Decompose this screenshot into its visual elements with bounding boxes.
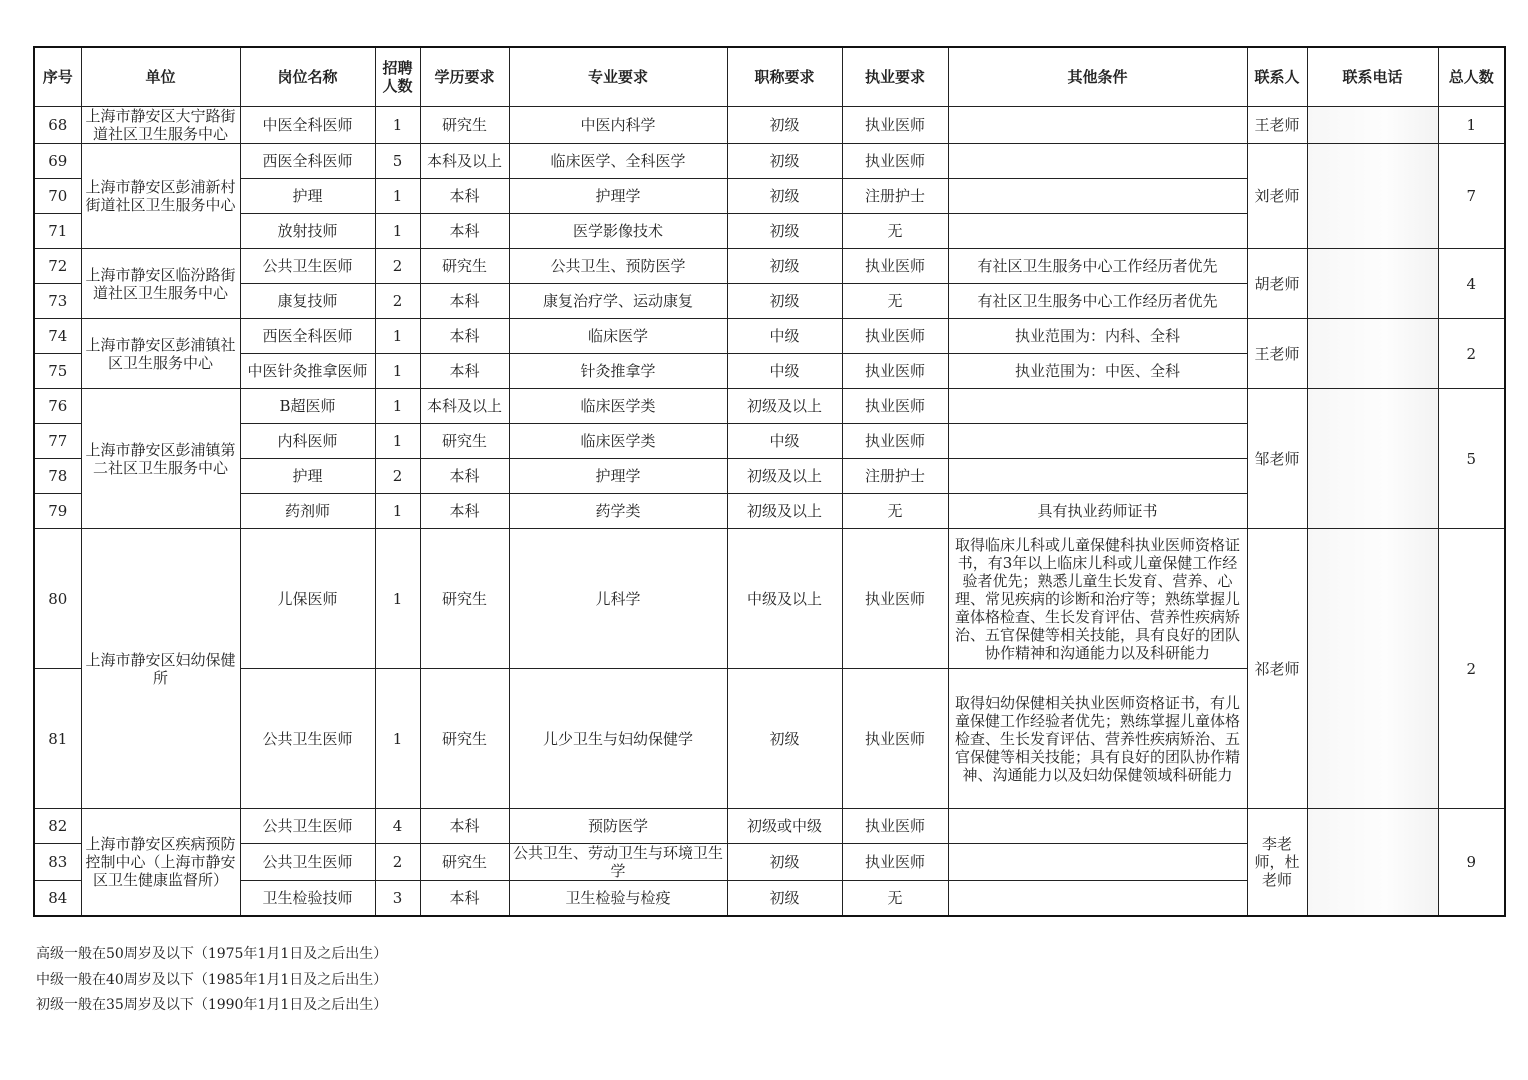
cell-title: 初级或中级 [727, 809, 842, 844]
cell-total: 9 [1438, 809, 1505, 917]
header-count: 招聘人数 [375, 47, 420, 107]
cell-post: 西医全科医师 [240, 144, 375, 179]
cell-no: 71 [34, 214, 81, 249]
cell-title: 初级 [727, 214, 842, 249]
cell-education: 研究生 [420, 529, 509, 669]
cell-education: 本科及以上 [420, 389, 509, 424]
cell-no: 79 [34, 494, 81, 529]
cell-license: 无 [842, 494, 948, 529]
table-row [34, 529, 1505, 669]
cell-post: 中医针灸推拿医师 [240, 354, 375, 389]
cell-license: 执业医师 [842, 669, 948, 809]
cell-count: 2 [375, 249, 420, 284]
cell-other [948, 107, 1247, 144]
table-row [34, 107, 1505, 144]
cell-post: 护理 [240, 459, 375, 494]
cell-education: 研究生 [420, 669, 509, 809]
cell-no: 81 [34, 669, 81, 809]
cell-major: 公共卫生、劳动卫生与环境卫生学 [509, 844, 727, 881]
cell-education: 本科 [420, 179, 509, 214]
table-row [34, 389, 1505, 424]
cell-title: 初级 [727, 284, 842, 319]
header-education: 学历要求 [420, 47, 509, 107]
cell-post: 药剂师 [240, 494, 375, 529]
cell-count: 2 [375, 459, 420, 494]
cell-license: 无 [842, 284, 948, 319]
cell-total: 7 [1438, 144, 1505, 249]
cell-count: 4 [375, 809, 420, 844]
cell-count: 1 [375, 424, 420, 459]
cell-count: 1 [375, 494, 420, 529]
cell-contact: 王老师 [1247, 319, 1307, 389]
cell-major: 临床医学类 [509, 389, 727, 424]
cell-major: 护理学 [509, 459, 727, 494]
cell-post: B超医师 [240, 389, 375, 424]
cell-major: 中医内科学 [509, 107, 727, 144]
cell-other: 有社区卫生服务中心工作经历者优先 [948, 284, 1247, 319]
cell-major: 临床医学类 [509, 424, 727, 459]
cell-license: 执业医师 [842, 354, 948, 389]
cell-post: 西医全科医师 [240, 319, 375, 354]
cell-title: 初级及以上 [727, 494, 842, 529]
header-other: 其他条件 [948, 47, 1247, 107]
header-no: 序号 [34, 47, 81, 107]
cell-title: 初级 [727, 669, 842, 809]
cell-count: 1 [375, 529, 420, 669]
cell-phone [1307, 144, 1438, 249]
header-contact: 联系人 [1247, 47, 1307, 107]
cell-total: 5 [1438, 389, 1505, 529]
cell-post: 护理 [240, 179, 375, 214]
cell-post: 儿保医师 [240, 529, 375, 669]
cell-contact: 祁老师 [1247, 529, 1307, 809]
cell-count: 2 [375, 284, 420, 319]
cell-education: 研究生 [420, 844, 509, 881]
cell-no: 84 [34, 881, 81, 917]
cell-no: 69 [34, 144, 81, 179]
cell-education: 研究生 [420, 107, 509, 144]
cell-major: 康复治疗学、运动康复 [509, 284, 727, 319]
cell-title: 初级 [727, 844, 842, 881]
cell-education: 本科及以上 [420, 144, 509, 179]
cell-license: 无 [842, 881, 948, 917]
cell-contact: 邹老师 [1247, 389, 1307, 529]
cell-other [948, 809, 1247, 844]
cell-phone [1307, 319, 1438, 389]
cell-count: 1 [375, 107, 420, 144]
cell-major: 预防医学 [509, 809, 727, 844]
cell-education: 本科 [420, 494, 509, 529]
cell-post: 康复技师 [240, 284, 375, 319]
cell-license: 执业医师 [842, 844, 948, 881]
cell-education: 本科 [420, 809, 509, 844]
note-senior: 高级一般在50周岁及以下（1975年1月1日及之后出生） [36, 946, 388, 962]
cell-unit: 上海市静安区妇幼保健所 [81, 529, 240, 809]
cell-count: 1 [375, 354, 420, 389]
cell-post: 公共卫生医师 [240, 844, 375, 881]
cell-title: 中级 [727, 319, 842, 354]
cell-no: 68 [34, 107, 81, 144]
cell-unit: 上海市静安区彭浦镇第二社区卫生服务中心 [81, 389, 240, 529]
age-notes [36, 942, 387, 1019]
cell-license: 执业医师 [842, 529, 948, 669]
cell-major: 临床医学 [509, 319, 727, 354]
cell-other: 具有执业药师证书 [948, 494, 1247, 529]
cell-no: 74 [34, 319, 81, 354]
cell-other [948, 389, 1247, 424]
cell-other: 执业范围为：内科、全科 [948, 319, 1247, 354]
cell-post: 中医全科医师 [240, 107, 375, 144]
table-row [34, 144, 1505, 179]
cell-major: 临床医学、全科医学 [509, 144, 727, 179]
table-body [34, 107, 1505, 917]
cell-major: 医学影像技术 [509, 214, 727, 249]
cell-title: 初级 [727, 179, 842, 214]
cell-contact: 李老师，杜老师 [1247, 809, 1307, 917]
cell-license: 执业医师 [842, 249, 948, 284]
cell-education: 研究生 [420, 249, 509, 284]
cell-title: 初级 [727, 144, 842, 179]
cell-title: 初级 [727, 881, 842, 917]
cell-unit: 上海市静安区彭浦镇社区卫生服务中心 [81, 319, 240, 389]
cell-education: 本科 [420, 459, 509, 494]
cell-other [948, 424, 1247, 459]
header-phone: 联系电话 [1307, 47, 1438, 107]
cell-no: 73 [34, 284, 81, 319]
cell-post: 卫生检验技师 [240, 881, 375, 917]
cell-no: 75 [34, 354, 81, 389]
cell-license: 执业医师 [842, 424, 948, 459]
cell-title: 中级 [727, 354, 842, 389]
cell-unit: 上海市静安区大宁路街道社区卫生服务中心 [81, 107, 240, 144]
cell-contact: 胡老师 [1247, 249, 1307, 319]
cell-other [948, 144, 1247, 179]
cell-phone [1307, 389, 1438, 529]
table-row [34, 249, 1505, 284]
cell-post: 公共卫生医师 [240, 809, 375, 844]
cell-other: 执业范围为：中医、全科 [948, 354, 1247, 389]
cell-other [948, 844, 1247, 881]
cell-no: 77 [34, 424, 81, 459]
cell-count: 1 [375, 179, 420, 214]
cell-license: 执业医师 [842, 144, 948, 179]
cell-major: 儿科学 [509, 529, 727, 669]
cell-no: 82 [34, 809, 81, 844]
cell-other: 取得妇幼保健相关执业医师资格证书，有儿童保健工作经验者优先；熟练掌握儿童体格检查、生长发育评估、营养性疾病矫治、五官保健等相关技能；具有良好的团队协作精神、沟通能力以及妇幼保健领域科研能力 [948, 669, 1247, 809]
cell-no: 80 [34, 529, 81, 669]
cell-post: 放射技师 [240, 214, 375, 249]
cell-count: 5 [375, 144, 420, 179]
cell-no: 72 [34, 249, 81, 284]
cell-title: 中级 [727, 424, 842, 459]
cell-license: 注册护士 [842, 459, 948, 494]
cell-count: 1 [375, 389, 420, 424]
cell-major: 护理学 [509, 179, 727, 214]
cell-post: 公共卫生医师 [240, 669, 375, 809]
cell-license: 无 [842, 214, 948, 249]
table-row [34, 319, 1505, 354]
cell-count: 1 [375, 319, 420, 354]
cell-total: 1 [1438, 107, 1505, 144]
header-row [34, 47, 1505, 107]
cell-no: 76 [34, 389, 81, 424]
cell-other [948, 459, 1247, 494]
cell-unit: 上海市静安区疾病预防控制中心（上海市静安区卫生健康监督所） [81, 809, 240, 917]
cell-license: 执业医师 [842, 107, 948, 144]
note-junior: 初级一般在35周岁及以下（1990年1月1日及之后出生） [36, 997, 388, 1013]
cell-license: 执业医师 [842, 319, 948, 354]
cell-education: 研究生 [420, 424, 509, 459]
cell-major: 针灸推拿学 [509, 354, 727, 389]
cell-title: 初级及以上 [727, 389, 842, 424]
header-post: 岗位名称 [240, 47, 375, 107]
cell-contact: 王老师 [1247, 107, 1307, 144]
cell-contact: 刘老师 [1247, 144, 1307, 249]
cell-other [948, 214, 1247, 249]
header-unit: 单位 [81, 47, 240, 107]
cell-phone [1307, 249, 1438, 319]
cell-education: 本科 [420, 881, 509, 917]
header-major: 专业要求 [509, 47, 727, 107]
header-title: 职称要求 [727, 47, 842, 107]
cell-license: 执业医师 [842, 809, 948, 844]
cell-count: 1 [375, 214, 420, 249]
cell-license: 执业医师 [842, 389, 948, 424]
cell-license: 注册护士 [842, 179, 948, 214]
cell-education: 本科 [420, 354, 509, 389]
cell-education: 本科 [420, 214, 509, 249]
cell-major: 卫生检验与检疫 [509, 881, 727, 917]
cell-total: 2 [1438, 529, 1505, 809]
cell-other: 有社区卫生服务中心工作经历者优先 [948, 249, 1247, 284]
cell-phone [1307, 529, 1438, 809]
cell-post: 内科医师 [240, 424, 375, 459]
cell-count: 2 [375, 844, 420, 881]
cell-major: 药学类 [509, 494, 727, 529]
cell-title: 初级 [727, 107, 842, 144]
note-intermediate: 中级一般在40周岁及以下（1985年1月1日及之后出生） [36, 971, 388, 988]
cell-total: 4 [1438, 249, 1505, 319]
table-row [34, 809, 1505, 844]
cell-major: 公共卫生、预防医学 [509, 249, 727, 284]
cell-post: 公共卫生医师 [240, 249, 375, 284]
cell-count: 3 [375, 881, 420, 917]
cell-major: 儿少卫生与妇幼保健学 [509, 669, 727, 809]
cell-other: 取得临床儿科或儿童保健科执业医师资格证书，有3年以上临床儿科或儿童保健工作经验者优先；熟悉儿童生长发育、营养、心理、常见疾病的诊断和治疗等；熟练掌握儿童体格检查、生长发育评估、营养性疾病矫治、五官保健等相关技能，具有良好的团队协作精神和沟通能力以及科研能力 [948, 529, 1247, 669]
header-license: 执业要求 [842, 47, 948, 107]
cell-no: 78 [34, 459, 81, 494]
cell-other [948, 179, 1247, 214]
cell-phone [1307, 809, 1438, 917]
cell-total: 2 [1438, 319, 1505, 389]
header-total: 总人数 [1438, 47, 1505, 107]
recruitment-table [33, 46, 1506, 917]
cell-count: 1 [375, 669, 420, 809]
cell-no: 83 [34, 844, 81, 881]
cell-no: 70 [34, 179, 81, 214]
cell-title: 中级及以上 [727, 529, 842, 669]
cell-education: 本科 [420, 319, 509, 354]
cell-education: 本科 [420, 284, 509, 319]
cell-phone [1307, 107, 1438, 144]
cell-other [948, 881, 1247, 917]
cell-unit: 上海市静安区彭浦新村街道社区卫生服务中心 [81, 144, 240, 249]
cell-unit: 上海市静安区临汾路街道社区卫生服务中心 [81, 249, 240, 319]
cell-title: 初级 [727, 249, 842, 284]
cell-title: 初级及以上 [727, 459, 842, 494]
